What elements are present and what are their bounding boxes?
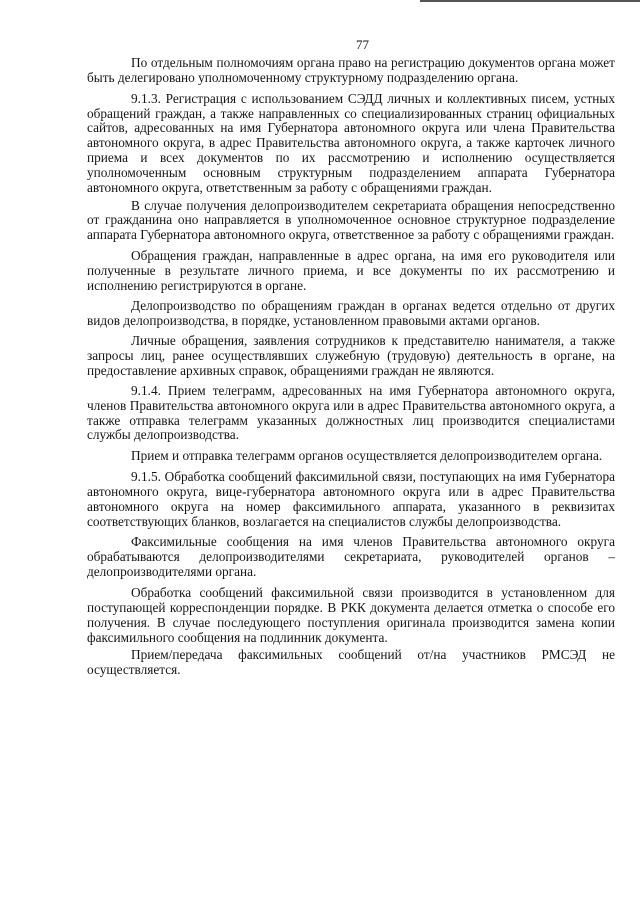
paragraph-9-1-5: 9.1.5. Обработка сообщений факсимильной связи, поступающих на имя Губернатора автономного округа, вице-губернатора автономного округа или в адрес Правительства автономного округа на номер факсимильного аппарата, указанного в реквизитах соответствующих бланков, возлагается на специалистов службы делопроизводства. [87, 469, 615, 529]
paragraph-secretariat-receipt: В случае получения делопроизводителем секретариата обращения непосредственно от гражданина оно направляется в уполномоченное основное структурное подразделение аппарата Губернатора автономного округа, ответственное за работу с обращениями граждан. [87, 197, 615, 243]
paragraph-separate-records: Делопроизводство по обращениям граждан в органах ведется отдельно от других видов делопроизводства, в порядке, установленном правовыми актами органов. [87, 297, 615, 328]
paragraph-fax-processing: Обработка сообщений факсимильной связи производится в установленном для поступающей корреспонденции порядке. В РКК документа делается отметка о способе его получения. В случае последующего поступления оригинала производится замена копии факсимильного сообщения на подлинник документа. [87, 585, 615, 645]
page-number: 77 [356, 37, 369, 52]
paragraph-organ-appeals: Обращения граждан, направленные в адрес органа, на имя его руководителя или полученные в результате личного приема, и все документы по их рассмотрению и исполнению регистрируются в органе. [87, 248, 615, 293]
paragraph-9-1-4: 9.1.4. Прием телеграмм, адресованных на имя Губернатора автономного округа, членов Правительства автономного округа или в адрес Правительства автономного округа, а также отправка телеграмм указанных должностных лиц производится специалистами службы делопроизводства. [87, 382, 615, 443]
paragraph-personal-requests: Личные обращения, заявления сотрудников к представителю нанимателя, а также запросы лиц, ранее осуществлявших служебную (трудовую) деятельность в органе, на предоставление архивных справок, обращениями граждан не являются. [87, 333, 615, 379]
paragraph-telegram-organs: Прием и отправка телеграмм органов осуществляется делопроизводителем органа. [131, 448, 603, 464]
paragraph-fax-members: Факсимильные сообщения на имя членов Правительства автономного округа обрабатываются делопроизводителями секретариата, руководителей органов – делопроизводителями органа. [87, 534, 615, 580]
document-body [87, 56, 615, 678]
paragraph-9-1-3: 9.1.3. Регистрация с использованием СЭДД личных и коллективных писем, устных обращений граждан, а также направленных со специализированных страниц официальных сайтов, адресованных на имя Губернатора автономного округа или члена Правительства автономного округа, в адрес Правительства автономного округа, а также карточек личного приема и всех документов по их рассмотрению и исполнению осуществляется уполномоченным основным структурным подразделением аппарата Губернатора автономного округа, ответственным за работу с обращениями граждан. [87, 90, 615, 195]
paragraph-rmsed: Прием/передача факсимильных сообщений от/на участников РМСЭД не осуществляется. [87, 647, 615, 678]
paragraph-delegation: По отдельным полномочиям органа право на регистрацию документов органа может быть делегировано уполномоченному структурному подразделению органа. [87, 55, 615, 85]
scan-edge-line [420, 0, 640, 2]
